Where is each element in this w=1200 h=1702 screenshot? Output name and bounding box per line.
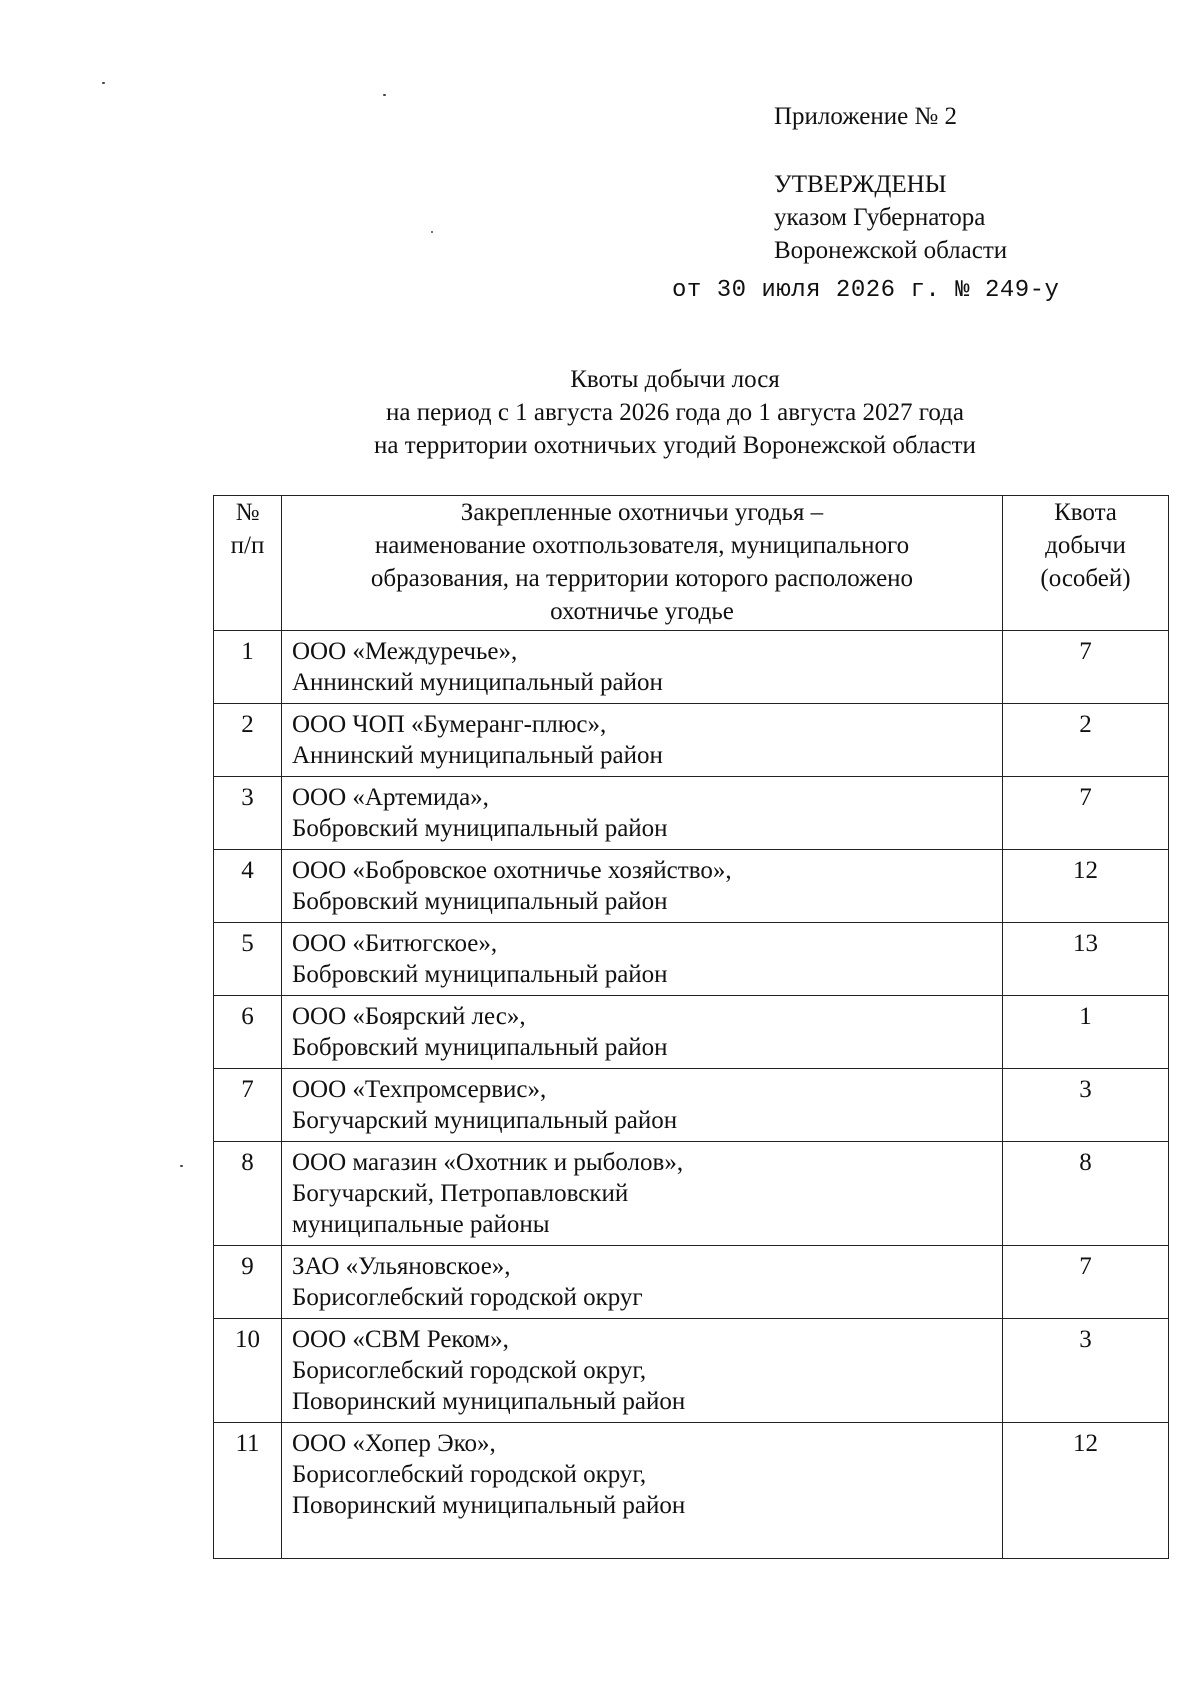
row-number: 1 — [214, 631, 282, 704]
header-quota — [1003, 496, 1169, 631]
scan-speck — [383, 94, 386, 96]
scan-speck — [102, 82, 105, 84]
row-name-line: ООО ЧОП «Бумеранг-плюс», — [292, 711, 607, 738]
header-name-line: наименование охотпользователя, муниципального — [374, 532, 910, 559]
row-name-line: Аннинский муниципальный район — [292, 742, 663, 769]
header-quota-line: (особей) — [1040, 565, 1131, 592]
row-name-line: ООО «Артемида», — [292, 784, 489, 811]
title-line: на период с 1 августа 2026 года до 1 августа 2027 года — [385, 399, 964, 426]
row-name-line: ЗАО «Ульяновское», — [292, 1253, 511, 1280]
row-number: 6 — [214, 996, 282, 1069]
table-header-row — [214, 496, 1169, 631]
row-quota: 7 — [1003, 777, 1169, 850]
row-number: 5 — [214, 923, 282, 996]
title-line: на территории охотничьих угодий Воронежской области — [374, 432, 976, 459]
row-name — [282, 704, 1003, 777]
row-name-line: Борисоглебский городской округ, — [292, 1357, 647, 1384]
row-number: 4 — [214, 850, 282, 923]
row-name-line: Борисоглебский городской округ, — [292, 1461, 647, 1488]
row-name — [282, 923, 1003, 996]
table-row — [214, 996, 1169, 1069]
row-number: 10 — [214, 1319, 282, 1423]
row-number: 2 — [214, 704, 282, 777]
row-quota: 3 — [1003, 1069, 1169, 1142]
row-name — [282, 631, 1003, 704]
row-name-line: Бобровский муниципальный район — [292, 1034, 668, 1061]
table-row — [214, 1319, 1169, 1423]
row-name-line: Аннинский муниципальный район — [292, 669, 663, 696]
appendix-label: Приложение № 2 — [774, 103, 958, 130]
row-name — [282, 1246, 1003, 1319]
row-quota: 8 — [1003, 1142, 1169, 1246]
row-quota: 12 — [1003, 1423, 1169, 1559]
header-name-line: образования, на территории которого расположено — [370, 565, 914, 592]
approved-by: указом Губернатора — [774, 204, 986, 231]
row-quota: 1 — [1003, 996, 1169, 1069]
row-name-line: ООО «Боярский лес», — [292, 1003, 526, 1030]
scan-speck — [431, 231, 433, 233]
row-name — [282, 1142, 1003, 1246]
row-name — [282, 850, 1003, 923]
row-name — [282, 1319, 1003, 1423]
row-name-line: Борисоглебский городской округ — [292, 1284, 643, 1311]
row-name-line: Поворинский муниципальный район — [292, 1388, 686, 1415]
row-quota: 12 — [1003, 850, 1169, 923]
row-quota: 3 — [1003, 1319, 1169, 1423]
row-name-line: Поворинский муниципальный район — [292, 1492, 686, 1519]
table-row — [214, 704, 1169, 777]
row-number: 9 — [214, 1246, 282, 1319]
decree-reference: от 30 июля 2026 г. № 249-у — [672, 277, 1060, 304]
table-row — [214, 1142, 1169, 1246]
row-quota: 7 — [1003, 1246, 1169, 1319]
scan-speck — [180, 1165, 183, 1167]
header-number-line: № — [235, 499, 260, 526]
table-row — [214, 631, 1169, 704]
table-row — [214, 1423, 1169, 1559]
document-title — [250, 363, 1100, 462]
row-name-line: Богучарский муниципальный район — [292, 1107, 678, 1134]
row-quota: 7 — [1003, 631, 1169, 704]
row-number: 8 — [214, 1142, 282, 1246]
table-row — [214, 923, 1169, 996]
approved-heading: УТВЕРЖДЕНЫ — [774, 171, 947, 198]
row-name-line: ООО «Хопер Эко», — [292, 1430, 496, 1457]
row-name-line: муниципальные районы — [292, 1211, 550, 1238]
row-name-line: ООО «Бобровское охотничье хозяйство», — [292, 857, 732, 884]
row-name-line: Бобровский муниципальный район — [292, 888, 668, 915]
header-name-line: Закрепленные охотничьи угодья – — [460, 499, 824, 526]
row-name-line: ООО «СВМ Реком», — [292, 1326, 509, 1353]
row-number: 7 — [214, 1069, 282, 1142]
quota-table — [213, 495, 1169, 1559]
table-row — [214, 1069, 1169, 1142]
header-name-line: охотничье угодье — [550, 598, 734, 625]
header-number — [214, 496, 282, 631]
row-quota: 13 — [1003, 923, 1169, 996]
row-name-line: ООО «Битюгское», — [292, 930, 498, 957]
row-name-line: ООО «Междуречье», — [292, 638, 518, 665]
row-number: 3 — [214, 777, 282, 850]
table-row — [214, 777, 1169, 850]
row-name — [282, 1423, 1003, 1559]
row-quota: 2 — [1003, 704, 1169, 777]
title-line: Квоты добычи лося — [570, 366, 780, 393]
row-name — [282, 1069, 1003, 1142]
approval-block — [774, 168, 1007, 267]
row-name — [282, 996, 1003, 1069]
row-name-line: ООО «Техпромсервис», — [292, 1076, 547, 1103]
row-name-line: Бобровский муниципальный район — [292, 815, 668, 842]
header-number-line: п/п — [230, 532, 265, 559]
table-row — [214, 1246, 1169, 1319]
row-name — [282, 777, 1003, 850]
header-quota-line: Квота — [1054, 499, 1117, 526]
row-number: 11 — [214, 1423, 282, 1559]
approved-region: Воронежской области — [774, 237, 1008, 264]
row-name-line: ООО магазин «Охотник и рыболов», — [292, 1149, 684, 1176]
header-quota-line: добычи — [1045, 532, 1126, 559]
row-name-line: Богучарский, Петропавловский — [292, 1180, 629, 1207]
header-name — [282, 496, 1003, 631]
row-name-line: Бобровский муниципальный район — [292, 961, 668, 988]
table-row — [214, 850, 1169, 923]
